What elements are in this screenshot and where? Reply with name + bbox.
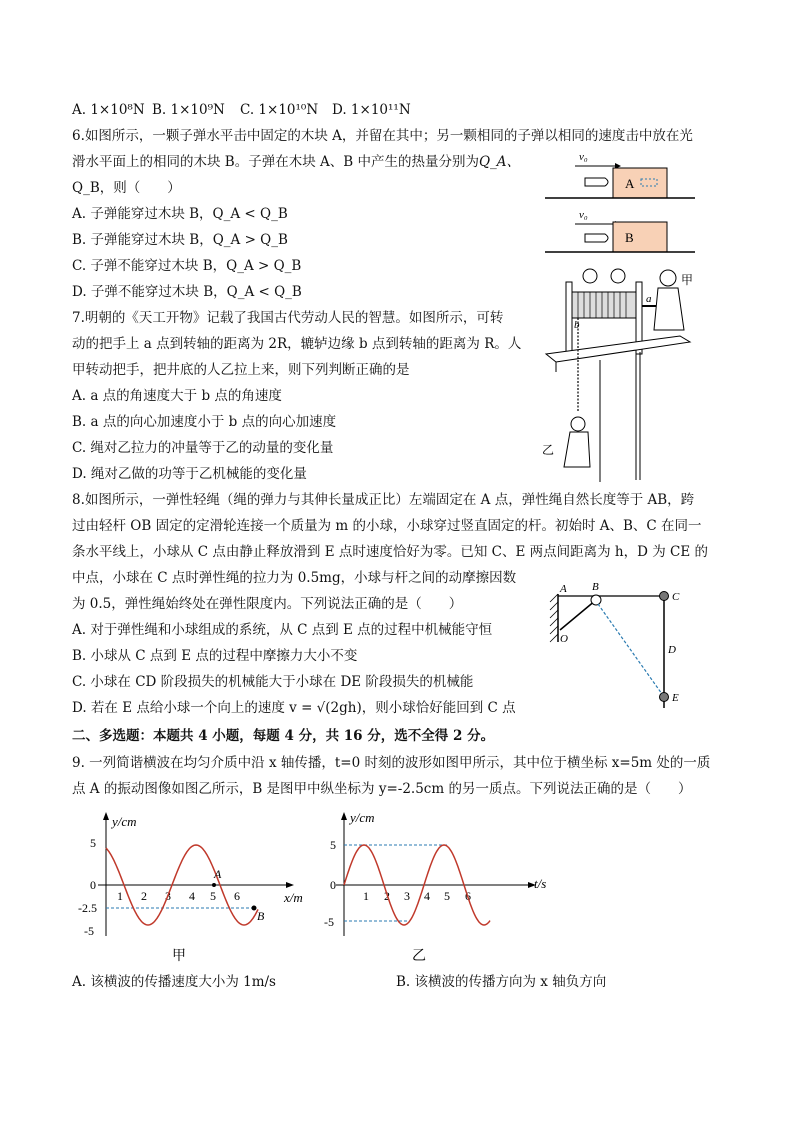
point-B-label: B: [592, 581, 599, 593]
person-head: [583, 269, 597, 283]
q9-stem-line2: 点 A 的振动图像如图乙所示，B 是图甲中纵坐标为 y=-2.5cm 的另一质点。下列说法正确的是（ ）: [72, 781, 692, 797]
q8-stem-line2: 过由轻杆 OB 固定的定滑轮连接一个质量为 m 的小球，小球穿过竖直固定的杆。初始时 A、B、C 在同一: [72, 518, 702, 534]
ttick-3: 3: [404, 889, 410, 903]
q6-stem-line2: [72, 152, 520, 172]
q8-stem-line3: 条水平线上，小球从 C 点由静止释放滑到 E 点时速度恰好为零。已知 C、E 两点间距离为 h，D 为 CE 的: [72, 544, 708, 560]
ytick-neg2-5: -2.5: [78, 901, 97, 915]
q9-option-a: A. 该横波的传播速度大小为 1m/s: [72, 974, 276, 990]
x-axis-label: x/m: [284, 890, 303, 905]
t-axis-label: t/s: [534, 876, 547, 891]
ttick-2: 2: [384, 889, 390, 903]
ttick-1: 1: [363, 889, 369, 903]
block-b-label: B: [625, 230, 634, 245]
person-jia-body: [654, 288, 684, 330]
point-a-label: a: [646, 293, 652, 305]
q7-stem-line3: 甲转动把手，把井底的人乙拉上来，则下列判断正确的是: [72, 362, 410, 378]
block-a-label: A: [625, 176, 635, 191]
q8-figure: [540, 580, 690, 720]
q7-stem-line2: 动的把手上 a 点到转轴的距离为 2R，辘轳边缘 b 点到转轴的距离为 R。人: [72, 336, 522, 352]
q9-option-b: B. 该横波的传播方向为 x 轴负方向: [396, 974, 607, 990]
point-C-label: C: [672, 591, 680, 603]
q6-option-b: B. 子弹能穿过木块 B，Q_A > Q_B: [72, 232, 288, 248]
q6-stem-line2-symbol: Q_A、: [478, 154, 521, 170]
q7-option-d: D. 绳对乙做的功等于乙机械能的变化量: [72, 466, 307, 482]
ytick-0: 0: [330, 878, 336, 892]
ytick-neg5: -5: [84, 924, 94, 938]
ytick-5: 5: [330, 838, 336, 852]
q8-option-b: B. 小球从 C 点到 E 点的过程中摩擦力大小不变: [72, 648, 358, 664]
pulley-icon: [591, 595, 601, 605]
q7-well-figure: [540, 262, 700, 484]
q7-stem-line1: 7.明朝的《天工开物》记载了我国古代劳动人民的智慧。如图所示，可转: [72, 310, 504, 326]
ytick-0: 0: [90, 878, 96, 892]
person-jia-head: [660, 270, 676, 286]
q8-option-c: C. 小球在 CD 阶段损失的机械能大于小球在 DE 阶段损失的机械能: [72, 674, 474, 690]
rope-be-dashed: [598, 604, 662, 694]
section-2-title: 二、多选题：本题共 4 小题，每题 4 分，共 16 分，选不全得 2 分。: [72, 728, 495, 744]
q9-graph-yi: [318, 808, 558, 968]
q6-option-d: D. 子弹不能穿过木块 B，Q_A < Q_B: [72, 284, 302, 300]
person-yi-body: [564, 432, 590, 467]
point-a-dot: [212, 883, 216, 887]
point-A-label: A: [560, 583, 567, 595]
q6-option-a: A. 子弹能穿过木块 B，Q_A < Q_B: [72, 206, 288, 222]
person-yi-label: 乙: [542, 443, 555, 457]
graph-caption-yi: 乙: [412, 949, 426, 964]
v0-label-b: v₀: [579, 209, 588, 221]
point-b-dot: [252, 906, 257, 911]
y-axis-arrow-icon: [341, 812, 347, 820]
windlass-drum: [572, 292, 636, 318]
y-axis-arrow-icon: [103, 812, 109, 820]
q8-option-d: D. 若在 E 点给小球一个向上的速度 v = √(2gh)，则小球恰好能回到 C 点: [72, 700, 516, 716]
q6-stem-line2-text: 滑水平面上的相同的木块 B。子弹在木块 A、B 中产生的热量分别为: [72, 154, 479, 170]
point-D-label: D: [668, 644, 676, 656]
point-b-label: B: [257, 909, 265, 923]
xtick-3: 3: [165, 889, 171, 903]
y-axis-label: y/cm: [350, 810, 375, 825]
xtick-2: 2: [141, 889, 147, 903]
block-b: [613, 222, 667, 252]
q7-option-c: C. 绳对乙拉力的冲量等于乙的动量的变化量: [72, 440, 334, 456]
v0-label-a: v₀: [579, 151, 588, 163]
person-head: [611, 269, 625, 283]
q9-stem-line1: 9. 一列简谐横波在均匀介质中沿 x 轴传播，t=0 时刻的波形如图甲所示，其中位于横坐标 x=5m 处的一质: [72, 755, 711, 771]
q5-option-a: A. 1×10⁸N: [72, 102, 145, 118]
x-axis-arrow-icon: [286, 882, 294, 888]
xtick-1: 1: [117, 889, 123, 903]
q5-option-d: D. 1×10¹¹N: [332, 102, 411, 118]
q5-option-c: C. 1×10¹⁰N: [240, 102, 319, 118]
q6-stem-line1: 6.如图所示，一颗子弹水平击中固定的木块 A，并留在其中；另一颗相同的子弹以相同的速度击中放在光: [72, 128, 693, 144]
q8-option-a: A. 对于弹性绳和小球组成的系统，从 C 点到 E 点的过程中机械能守恒: [72, 622, 493, 638]
frame-post-left: [566, 282, 572, 354]
xtick-6: 6: [234, 889, 240, 903]
person-jia-label: 甲: [681, 273, 694, 287]
ttick-5: 5: [444, 889, 450, 903]
person-yi-head: [571, 417, 585, 431]
wall-hatch: [550, 594, 558, 642]
q9-graph-jia: [80, 808, 320, 968]
ttick-4: 4: [424, 889, 430, 903]
q8-stem-line5: 为 0.5，弹性绳始终处在弹性限度内。下列说法正确的是（ ）: [72, 596, 463, 612]
point-a-label: A: [214, 867, 222, 881]
rod-ob: [560, 600, 596, 630]
q6-option-c: C. 子弹不能穿过木块 B，Q_A > Q_B: [72, 258, 302, 274]
point-O-label: O: [560, 633, 568, 645]
ball-at-c: [660, 592, 669, 601]
y-axis-label: y/cm: [112, 814, 137, 829]
q6-figure: [545, 150, 700, 260]
point-b-label: b: [574, 319, 580, 331]
xtick-5: 5: [210, 889, 216, 903]
q8-stem-line1: 8.如图所示，一弹性轻绳（绳的弹力与其伸长量成正比）左端固定在 A 点，弹性绳自然长度等于 AB，跨: [72, 492, 695, 508]
q7-option-b: B. a 点的向心加速度小于 b 点的向心加速度: [72, 414, 337, 430]
block-a: [613, 168, 667, 198]
xtick-4: 4: [189, 889, 195, 903]
ytick-5: 5: [90, 836, 96, 850]
q6-stem-line3: Q_B，则（ ）: [72, 180, 181, 196]
q8-stem-line4: 中点，小球在 C 点时弹性绳的拉力为 0.5mg，小球与杆之间的动摩擦因数: [72, 570, 517, 586]
ttick-6: 6: [465, 889, 471, 903]
bullet-icon: [585, 178, 608, 186]
q5-option-b: B. 1×10⁹N: [152, 102, 225, 118]
bullet-icon: [585, 234, 608, 242]
point-E-label: E: [672, 692, 679, 704]
ytick-neg5: -5: [324, 915, 334, 929]
ball-at-e: [660, 693, 669, 702]
graph-caption-jia: 甲: [172, 949, 186, 964]
q7-option-a: A. a 点的角速度大于 b 点的角速度: [72, 388, 282, 404]
